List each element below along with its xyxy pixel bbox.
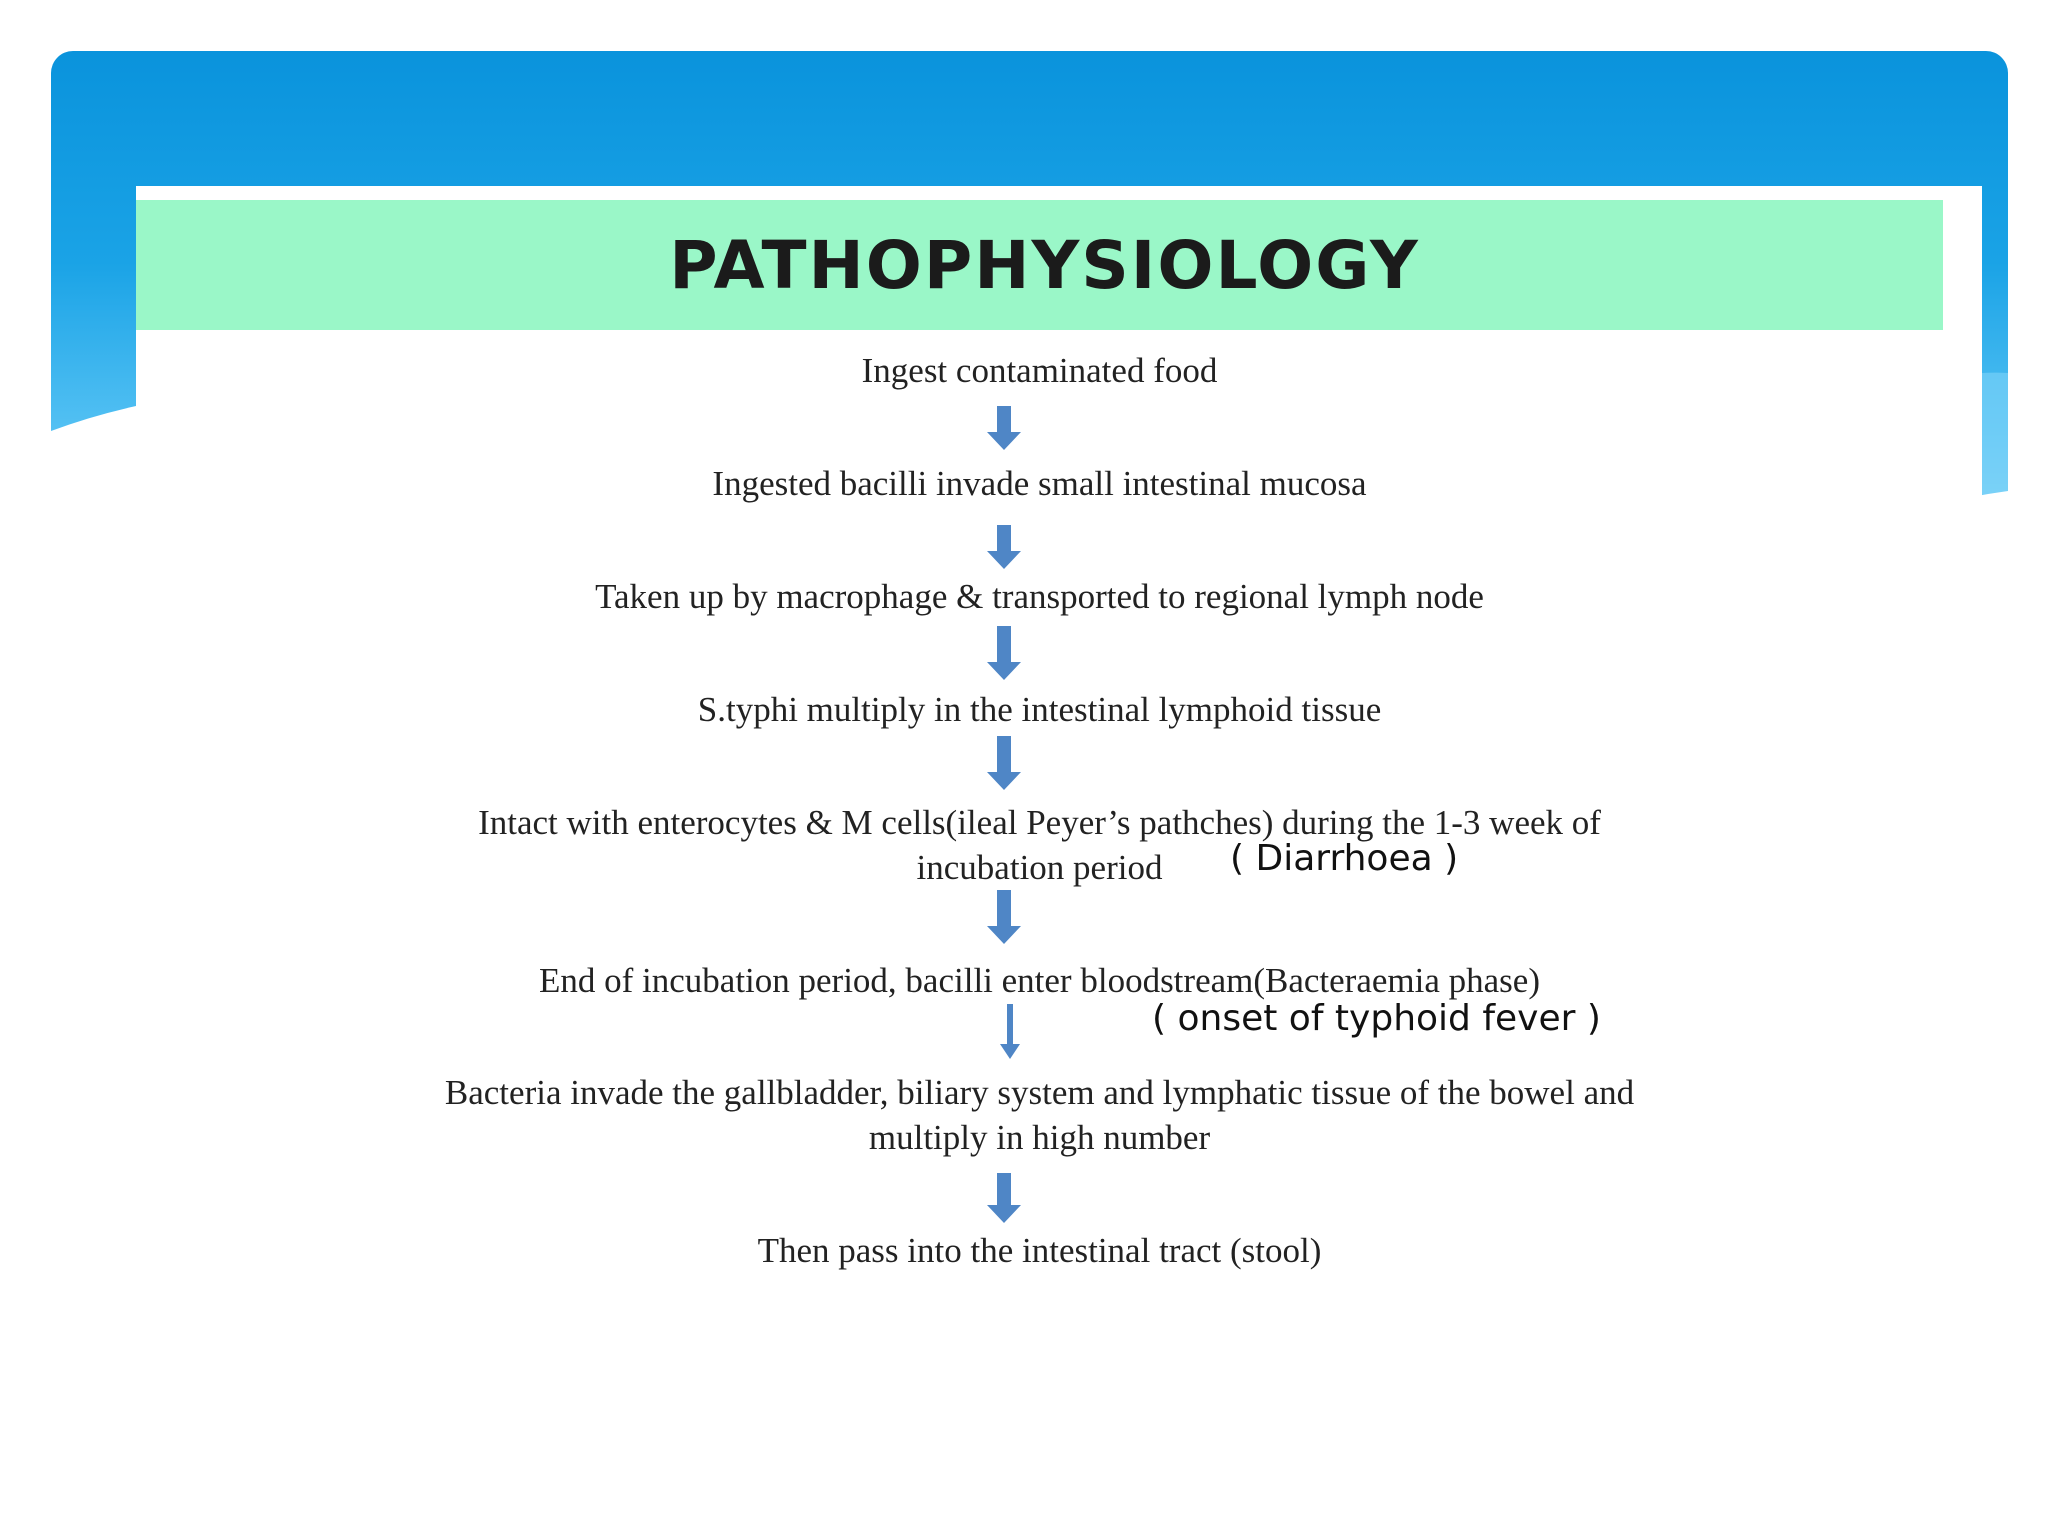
note-onset-typhoid-fever: ( onset of typhoid fever ) [1152,998,1601,1039]
flow-step-5: Intact with enterocytes & M cells(ileal Peyer’s pathches) during the 1-3 week of [478,803,1601,842]
flow-step-8: Then pass into the intestinal tract (stool) [757,1231,1322,1270]
down-arrow-icon [984,626,1024,682]
flowchart [136,186,1943,1536]
down-arrow-icon [984,525,1024,571]
flow-step-7-continued: multiply in high number [868,1118,1211,1157]
down-arrow-icon [984,1173,1024,1225]
down-arrow-icon [984,406,1024,452]
flow-step-3: Taken up by macrophage & transported to regional lymph node [595,577,1484,616]
flow-step-7: Bacteria invade the gallbladder, biliary system and lymphatic tissue of the bowel and [444,1073,1635,1112]
note-diarrhoea: ( Diarrhoea ) [1230,838,1459,879]
down-arrow-icon [984,890,1024,946]
flow-step-1: Ingest contaminated food [861,351,1218,390]
content-card [136,186,1982,1536]
flow-step-5-continued: incubation period [916,848,1163,887]
down-arrow-icon [984,736,1024,792]
page-title: PATHOPHYSIOLOGY [669,226,1420,304]
flow-step-4: S.typhi multiply in the intestinal lymphoid tissue [697,690,1382,729]
down-arrow-icon [998,1004,1022,1060]
flow-step-6: End of incubation period, bacilli enter bloodstream(Bacteraemia phase) [538,961,1540,1000]
flow-step-2: Ingested bacilli invade small intestinal mucosa [712,464,1367,503]
